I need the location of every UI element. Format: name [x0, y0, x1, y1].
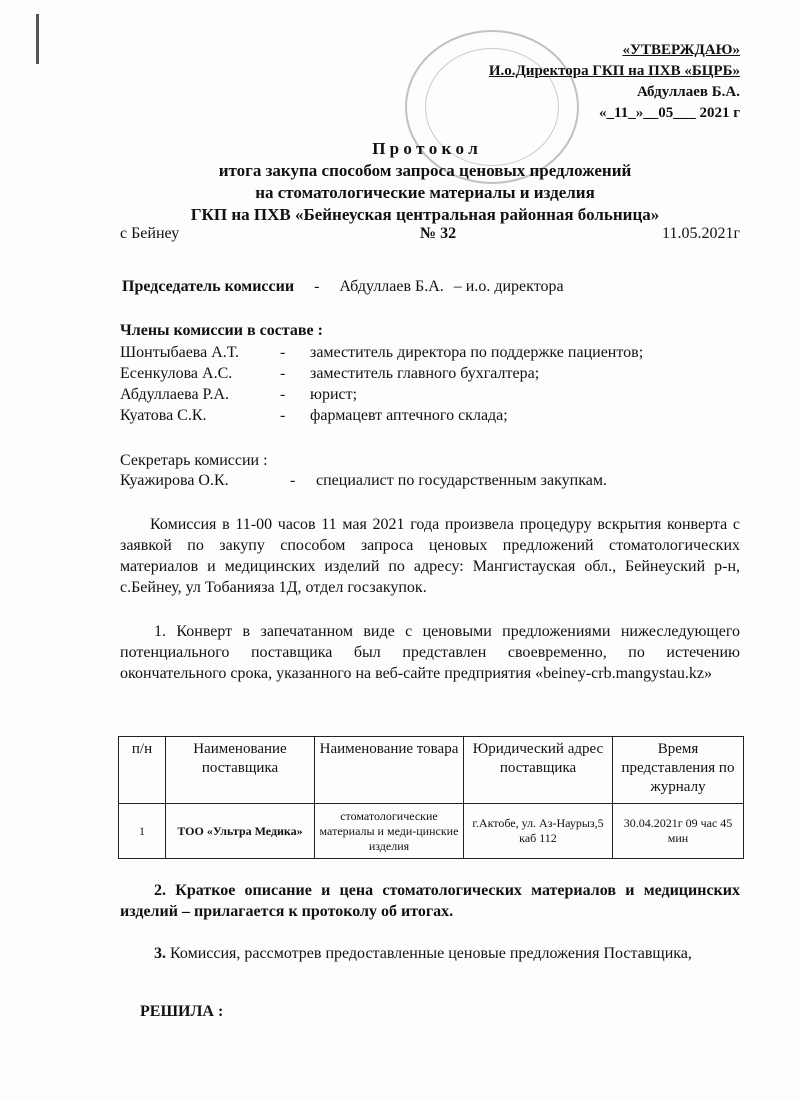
chairman-line [122, 278, 564, 296]
members-heading: Члены комиссии в составе : [120, 322, 323, 339]
paragraph-2-number: 2. [154, 882, 166, 899]
members-list [120, 342, 643, 426]
member-name: Абдуллаева Р.А. [120, 386, 229, 403]
chairman-label: Председатель комиссии [122, 278, 295, 295]
protocol-number: № 32 [420, 225, 457, 242]
secretary-heading: Секретарь комиссии : [120, 452, 268, 469]
chairman-role: – и.о. директора [453, 278, 564, 295]
table-cell: 30.04.2021г 09 час 45 мин [613, 804, 744, 859]
title-line-2: итога закупа способом запроса ценовых предложений [218, 161, 632, 180]
approval-position: И.о.Директора ГКП на ПХВ «БЦРБ» [488, 63, 740, 79]
member-row [120, 384, 643, 405]
member-name: Шонтыбаева А.Т. [120, 344, 239, 361]
secretary-name: Куажирова О.К. [120, 472, 229, 489]
chairman-dash: - [314, 278, 320, 295]
approval-date: «_11_»__05___ 2021 г [599, 105, 740, 121]
member-row [120, 363, 643, 384]
table-cell: ТОО «Ультра Медика» [166, 804, 315, 859]
chairman-name: Абдуллаев Б.А. [339, 278, 444, 295]
table-cell: стоматологические материалы и меди-цинские изделия [315, 804, 464, 859]
opening-paragraph: Комиссия в 11-00 часов 11 мая 2021 года произвела процедуру вскрытия конверта с заявкой по закупу способом запроса ценовых предложений стоматологических материалов и медицинских изделий по адресу: Мангистауская обл., Бейнеуский р-н, с.Бейнеу, ул Тобанияза 1Д, отдел госзакупок. [120, 516, 740, 596]
table-header: п/н [119, 737, 166, 804]
approval-name: Абдуллаев Б.А. [636, 84, 740, 100]
title-line-1: П р о т о к о л [372, 139, 478, 158]
member-row [120, 405, 643, 426]
paragraph-1-number: 1. [154, 623, 166, 640]
table-cell: г.Актобе, ул. Аз-Наурыз,5 каб 112 [464, 804, 613, 859]
member-dash: - [280, 365, 286, 382]
protocol-date: 11.05.2021г [662, 225, 740, 242]
document-title [110, 138, 740, 226]
paragraph-2 [120, 880, 740, 922]
member-role: заместитель главного бухгалтера; [310, 365, 540, 382]
paragraph-1-text: Конверт в запечатанном виде с ценовыми предложениями нижеследующего потенциального поставщика был представлен своевременно, по истечению окончательного срока, указанного на веб-сайте предприятия «beiney-crb.mangystau.kz» [120, 623, 740, 682]
paragraph-3-number: 3. [154, 945, 166, 962]
table-header: Наименование поставщика [166, 737, 315, 804]
table-header: Наименование товара [315, 737, 464, 804]
member-role: фармацевт аптечного склада; [310, 407, 508, 424]
city: с Бейнеу [120, 225, 180, 242]
table-header-row [119, 737, 744, 804]
paragraph-3 [120, 943, 740, 964]
member-dash: - [280, 386, 286, 403]
title-line-3: на стоматологические материалы и изделия [255, 183, 595, 202]
title-line-4: ГКП на ПХВ «Бейнеуская центральная районная больница» [190, 205, 660, 224]
member-dash: - [280, 344, 286, 361]
member-dash: - [280, 407, 286, 424]
secretary-line [120, 472, 607, 490]
table-row [119, 804, 744, 859]
member-row [120, 342, 643, 363]
table-header: Время представления по журналу [613, 737, 744, 804]
supplier-table [118, 736, 744, 859]
page-edge-mark [36, 14, 39, 64]
member-name: Куатова С.К. [120, 407, 207, 424]
secretary-role: специалист по государственным закупкам. [316, 472, 607, 489]
paragraph-3-text: Комиссия, рассмотрев предоставленные ценовые предложения Поставщика, [170, 945, 692, 962]
place-number-date-row [120, 225, 740, 247]
table-cell: 1 [119, 804, 166, 859]
member-name: Есенкулова А.С. [120, 365, 233, 382]
member-role: заместитель директора по поддержке пациентов; [310, 344, 644, 361]
approval-heading: «УТВЕРЖДАЮ» [622, 42, 740, 58]
member-role: юрист; [310, 386, 358, 403]
paragraph-1 [120, 621, 740, 684]
decision-heading: РЕШИЛА : [140, 1003, 224, 1020]
approval-block [489, 40, 740, 124]
table-header: Юридический адрес поставщика [464, 737, 613, 804]
secretary-dash: - [290, 472, 296, 489]
paragraph-2-text: Краткое описание и цена стоматологических материалов и медицинских изделий – прилагается к протоколу об итогах. [120, 882, 740, 920]
